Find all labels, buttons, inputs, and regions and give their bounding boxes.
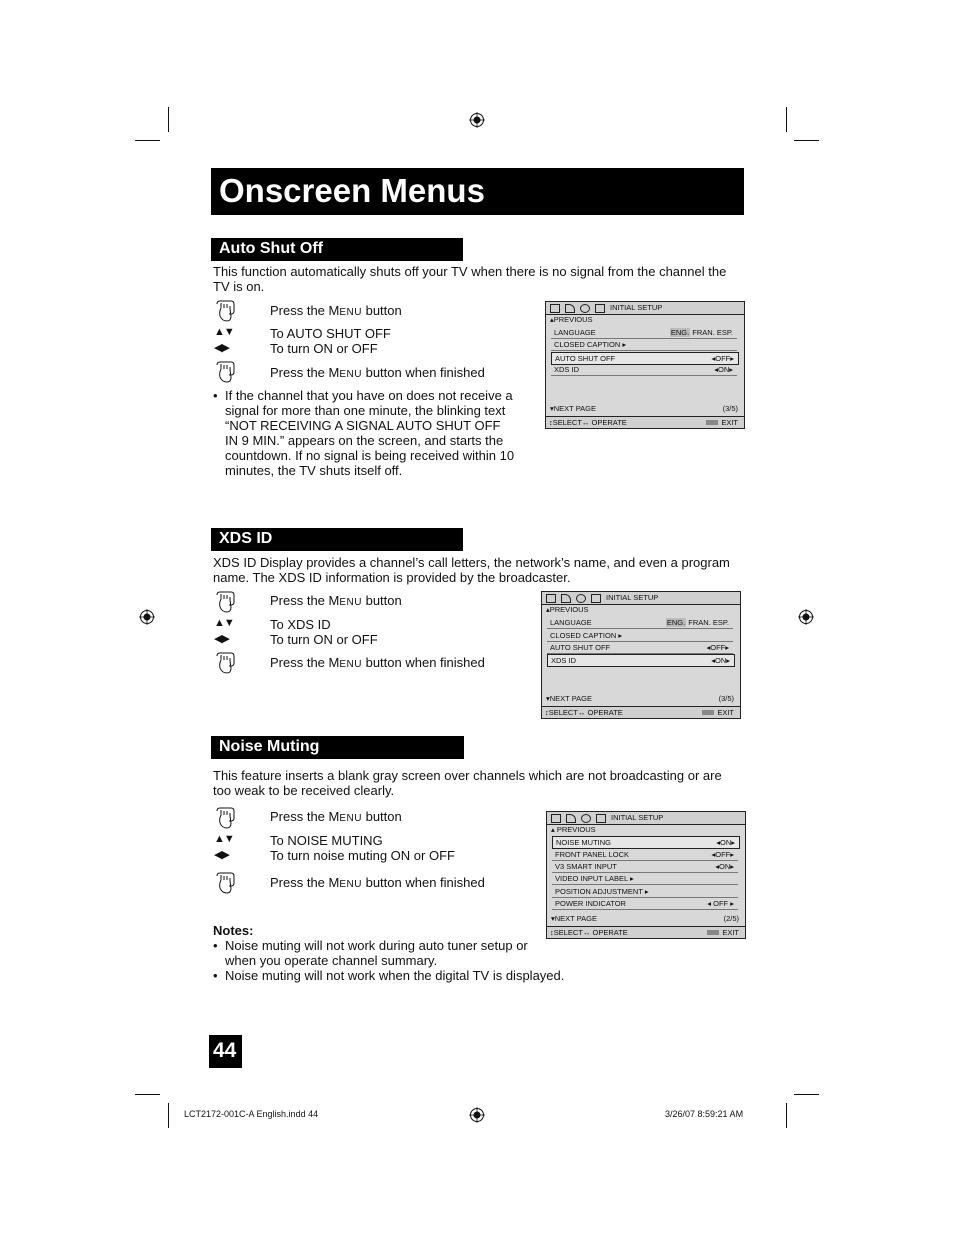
step-press-menu: Press the MENU button (270, 809, 402, 824)
lock-tab-icon (595, 304, 605, 313)
menu-row-v3-smart-input: V3 SMART INPUT ◂ON▸ (552, 861, 738, 873)
picture-tab-icon (550, 304, 560, 313)
registration-mark-icon (139, 609, 155, 625)
picture-tab-icon (546, 594, 556, 603)
up-down-arrows-icon: ▲▼ (214, 617, 234, 629)
menu-row-xds-id: XDS ID ◂ON▸ (551, 364, 737, 376)
left-right-arrows-icon: ◀▶ (214, 342, 229, 354)
step-press-menu: Press the MENU button (270, 593, 402, 608)
menu-row-xds-id: XDS ID ◂ON▸ (547, 654, 735, 667)
step-press-menu-finished: Press the MENU button when finished (270, 655, 485, 670)
page-number-box (209, 1035, 242, 1068)
menu-next-page: ▾NEXT PAGE (550, 404, 596, 413)
left-right-arrows-icon: ◀▶ (214, 849, 229, 861)
picture-tab-icon (551, 814, 561, 823)
menu-footer: ↕SELECT↔ OPERATE EXIT (547, 926, 745, 938)
section-heading-text: Noise Muting (219, 738, 320, 755)
crop-mark (794, 1094, 819, 1095)
step-select-item: To AUTO SHUT OFF (270, 326, 391, 341)
section-intro: XDS ID Display provides a channel’s call letters, the network’s name, and even a program name. The XDS ID information is provided by the broadcaster. (213, 555, 730, 585)
menu-row-closed-caption: CLOSED CAPTION ▸ (551, 339, 737, 351)
onscreen-menu-noise-muting (546, 811, 746, 939)
section-intro: This function automatically shuts off your TV when there is no signal from the channel the TV is on. (213, 264, 727, 294)
menu-row-position-adjustment: POSITION ADJUSTMENT ▸ (552, 886, 738, 898)
step-toggle: To turn ON or OFF (270, 632, 378, 647)
bullet-dot: • (213, 388, 218, 403)
menu-page-indicator: (3/5) (718, 694, 734, 703)
section-heading-auto-shut-off (211, 238, 463, 261)
menu-row-language: LANGUAGE ENG. FRAN. ESP. (547, 617, 733, 629)
menu-header-title: INITIAL SETUP (611, 813, 664, 822)
menu-key-icon (706, 420, 718, 425)
menu-row-front-panel-lock: FRONT PANEL LOCK ◂OFF▸ (552, 849, 738, 861)
menu-header-title: INITIAL SETUP (610, 303, 663, 312)
menu-footer: ↕SELECT↔ OPERATE EXIT (542, 706, 740, 718)
menu-previous: ▴PREVIOUS (550, 315, 593, 324)
registration-mark-icon (798, 609, 814, 625)
clock-tab-icon (580, 304, 590, 313)
crop-mark (786, 1103, 787, 1128)
menu-button-hand-icon (213, 299, 237, 323)
clock-tab-icon (576, 594, 586, 603)
menu-next-page: ▾NEXT PAGE (551, 914, 597, 923)
section-heading-text: XDS ID (219, 530, 273, 547)
menu-header (542, 592, 740, 605)
notes-title: Notes: (213, 923, 254, 938)
menu-row-language: LANGUAGE ENG. FRAN. ESP. (551, 327, 737, 339)
registration-mark-icon (469, 112, 485, 128)
up-down-arrows-icon: ▲▼ (214, 326, 234, 338)
footer-date: 3/26/07 8:59:21 AM (665, 1109, 744, 1119)
note-item (213, 968, 573, 983)
bullet-dot: • (213, 938, 218, 953)
note-text: Noise muting will not work when the digital TV is displayed. (225, 968, 565, 983)
bullet-note (213, 388, 513, 480)
registration-mark-icon (469, 1107, 485, 1123)
section-heading-text: Auto Shut Off (219, 240, 323, 257)
menu-button-hand-icon (213, 871, 237, 895)
onscreen-menu-xds-id (541, 591, 741, 719)
up-down-arrows-icon: ▲▼ (214, 833, 234, 845)
page-title-bar (211, 168, 744, 215)
menu-header-title: INITIAL SETUP (606, 593, 659, 602)
step-toggle: To turn ON or OFF (270, 341, 378, 356)
sound-tab-icon (566, 814, 576, 823)
crop-mark (135, 1094, 160, 1095)
note-item (213, 938, 573, 968)
step-press-menu-finished: Press the MENU button when finished (270, 365, 485, 380)
menu-page-indicator: (3/5) (722, 404, 738, 413)
menu-button-hand-icon (213, 806, 237, 830)
page-title: Onscreen Menus (219, 172, 485, 209)
step-select-item: To NOISE MUTING (270, 833, 383, 848)
crop-mark (168, 1103, 169, 1128)
section-heading-xds-id (211, 528, 463, 551)
menu-footer: ↕SELECT↔ OPERATE EXIT (546, 416, 744, 428)
crop-mark (168, 107, 169, 132)
bullet-text: If the channel that you have on does not receive a signal for more than one minute, the blinking text “NOT RECEIVING A SIGNAL AUTO SHUT OFF IN 9 MIN.” appears on the screen, and starts the countdown. If no signal is being received within 10 minutes, the TV shuts itself off. (225, 388, 515, 478)
lock-tab-icon (596, 814, 606, 823)
menu-row-auto-shut-off: AUTO SHUT OFF ◂OFF▸ (551, 352, 739, 365)
menu-header (547, 812, 745, 825)
menu-key-icon (702, 710, 714, 715)
step-press-menu-finished: Press the MENU button when finished (270, 875, 485, 890)
bullet-dot: • (213, 968, 218, 983)
page-number: 44 (213, 1039, 237, 1062)
menu-row-auto-shut-off: AUTO SHUT OFF ◂OFF▸ (547, 642, 733, 654)
menu-button-hand-icon (213, 651, 237, 675)
menu-next-page: ▾NEXT PAGE (546, 694, 592, 703)
step-toggle: To turn noise muting ON or OFF (270, 848, 455, 863)
footer-file-name: LCT2172-001C-A English.indd 44 (184, 1109, 319, 1119)
menu-page-indicator: (2/5) (723, 914, 739, 923)
menu-button-hand-icon (213, 590, 237, 614)
section-intro: This feature inserts a blank gray screen over channels which are not broadcasting or are too weak to be received clearly. (213, 768, 722, 798)
menu-key-icon (707, 930, 719, 935)
lock-tab-icon (591, 594, 601, 603)
menu-button-hand-icon (213, 360, 237, 384)
crop-mark (786, 107, 787, 132)
menu-row-power-indicator: POWER INDICATOR ◂ OFF ▸ (552, 898, 738, 910)
menu-row-noise-muting: NOISE MUTING ◂ON▸ (552, 836, 740, 849)
menu-previous: ▴ PREVIOUS (551, 825, 596, 834)
sound-tab-icon (565, 304, 575, 313)
menu-header (546, 302, 744, 315)
onscreen-menu-auto-shut-off (545, 301, 745, 429)
step-press-menu: Press the MENU button (270, 303, 402, 318)
section-heading-noise-muting (211, 736, 464, 759)
menu-row-video-input-label: VIDEO INPUT LABEL ▸ (552, 873, 738, 885)
sound-tab-icon (561, 594, 571, 603)
crop-mark (794, 140, 819, 141)
clock-tab-icon (581, 814, 591, 823)
menu-row-closed-caption: CLOSED CAPTION ▸ (547, 630, 733, 642)
left-right-arrows-icon: ◀▶ (214, 633, 229, 645)
crop-mark (135, 140, 160, 141)
note-text: Noise muting will not work during auto tuner setup or when you operate channel summary. (225, 938, 528, 968)
step-select-item: To XDS ID (270, 617, 331, 632)
menu-previous: ▴PREVIOUS (546, 605, 589, 614)
